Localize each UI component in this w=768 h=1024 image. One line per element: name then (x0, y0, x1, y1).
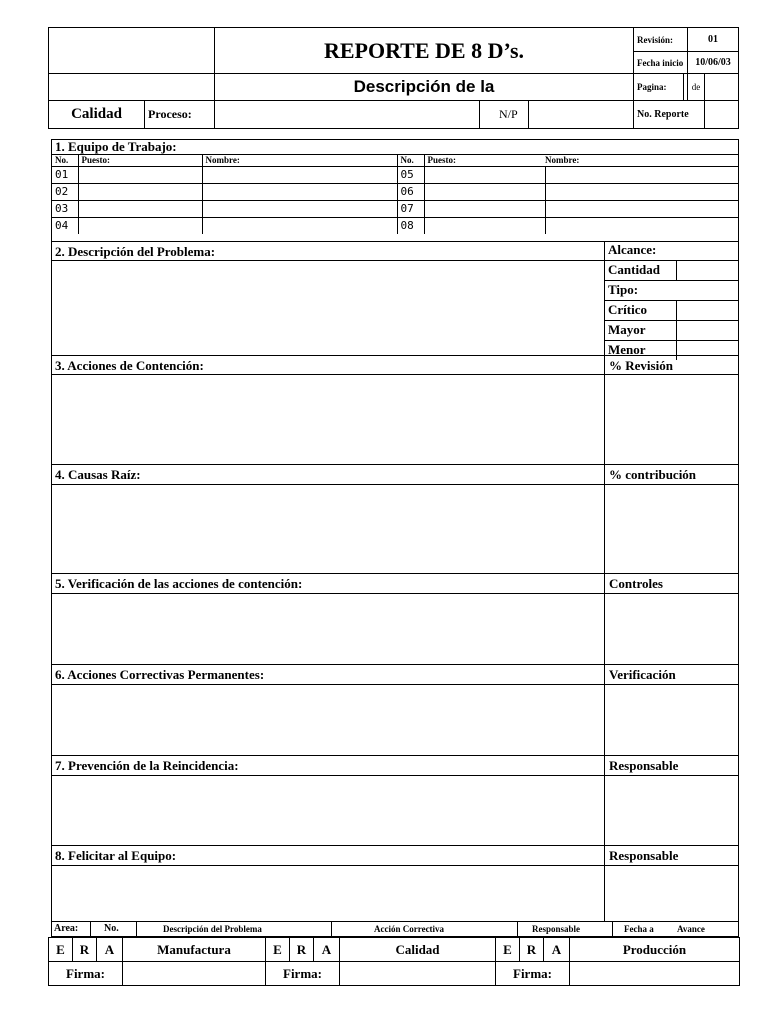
section-divider (52, 755, 738, 756)
manufactura-firma-field[interactable] (123, 962, 266, 986)
controles-label: Controles (609, 576, 663, 591)
team-row-number: 08 (397, 217, 424, 234)
revision-pct-area[interactable] (605, 375, 738, 464)
section-divider (52, 845, 738, 846)
tipo-label: Tipo: (605, 281, 738, 301)
summary-divider (612, 922, 613, 936)
team-row-number: 01 (52, 166, 78, 183)
calidad-firma-label: Firma: (266, 962, 340, 986)
sections-area (51, 241, 739, 922)
team-row (52, 200, 738, 217)
problem-description-area[interactable] (52, 261, 604, 353)
team-nombre-field[interactable] (202, 217, 397, 234)
pagina-divider (683, 74, 684, 100)
produccion-a[interactable]: A (544, 938, 570, 962)
section-6-title: 6. Acciones Correctivas Permanentes: (55, 667, 265, 682)
summary-divider (136, 922, 137, 936)
team-puesto-field[interactable] (424, 200, 545, 217)
manufactura-a[interactable]: A (97, 938, 123, 962)
revision-value[interactable]: 01 (688, 28, 739, 52)
no-reporte-label: No. Reporte (634, 101, 705, 129)
fecha-inicio-label: Fecha inicio (634, 52, 688, 74)
menor-label: Menor (608, 342, 646, 357)
cantidad-field[interactable] (676, 261, 738, 280)
contribucion-area[interactable] (605, 485, 738, 573)
team-col-puesto-left: Puesto: (78, 155, 202, 166)
logo-box (49, 28, 215, 74)
alcance-panel (605, 241, 738, 360)
summary-fecha-label: Fecha a (624, 924, 654, 934)
mayor-field[interactable] (676, 321, 738, 340)
mayor-row (605, 321, 738, 341)
team-row-number: 02 (52, 183, 78, 200)
logo-box-lower (49, 74, 215, 101)
section-divider (52, 664, 738, 665)
area-calidad-label: Calidad (49, 101, 145, 129)
pagina-total-field[interactable] (705, 74, 739, 101)
responsable-8-label: Responsable (609, 848, 679, 863)
team-nombre-field[interactable] (202, 183, 397, 200)
team-row (52, 217, 738, 234)
section-divider (52, 573, 738, 574)
team-col-no-left: No. (52, 155, 78, 166)
team-table (52, 155, 738, 234)
summary-header-row (51, 922, 739, 937)
revision-pct-label: % Revisión (609, 358, 673, 373)
team-row-number: 04 (52, 217, 78, 234)
section-2-title: 2. Descripción del Problema: (55, 244, 216, 259)
manufactura-r[interactable]: R (73, 938, 97, 962)
responsable-8-area[interactable] (605, 866, 738, 920)
produccion-r[interactable]: R (520, 938, 544, 962)
team-col-no-right: No. (397, 155, 424, 166)
summary-accion-label: Acción Correctiva (374, 924, 445, 934)
section-8-title: 8. Felicitar al Equipo: (55, 848, 177, 863)
calidad-firma-field[interactable] (340, 962, 496, 986)
section-5-title: 5. Verificación de las acciones de contención: (55, 576, 303, 591)
report-subtitle: Descripción de la (215, 74, 634, 101)
section-7-title: 7. Prevención de la Reincidencia: (55, 758, 239, 773)
critico-label: Crítico (608, 302, 647, 317)
section-4-title: 4. Causas Raíz: (55, 467, 141, 482)
np-divider (528, 101, 529, 128)
section-divider (52, 355, 738, 356)
critico-row (605, 301, 738, 321)
team-row-number: 07 (397, 200, 424, 217)
summary-divider (331, 922, 332, 936)
report-header (48, 27, 739, 129)
pagina-label (634, 74, 688, 101)
controles-area[interactable] (605, 594, 738, 664)
team-row-number: 05 (397, 166, 424, 183)
cantidad-row (605, 261, 738, 281)
pagina-label-text: Pagina: (637, 82, 667, 92)
section-2-rule (52, 260, 604, 261)
manufactura-e[interactable]: E (49, 938, 73, 962)
proceso-label: Proceso: (145, 101, 215, 129)
team-nombre-field[interactable] (545, 183, 738, 200)
summary-responsable-label: Responsable (532, 924, 581, 934)
manufactura-label: Manufactura (123, 938, 266, 962)
prevention-area[interactable] (52, 776, 604, 845)
contribucion-label: % contribución (609, 467, 697, 482)
summary-avance-label: Avance (677, 924, 705, 934)
team-puesto-field[interactable] (424, 217, 545, 234)
responsable-7-area[interactable] (605, 776, 738, 845)
team-nombre-field[interactable] (545, 200, 738, 217)
team-puesto-field[interactable] (78, 183, 202, 200)
menor-field[interactable] (676, 341, 738, 360)
calidad-e[interactable]: E (266, 938, 290, 962)
verificacion-area[interactable] (605, 685, 738, 755)
np-cell[interactable] (480, 101, 634, 129)
team-nombre-field[interactable] (202, 166, 397, 183)
alcance-label: Alcance: (605, 241, 738, 261)
no-reporte-field[interactable] (705, 101, 739, 129)
critico-field[interactable] (676, 301, 738, 320)
summary-divider (517, 922, 518, 936)
revision-label: Revisión: (634, 28, 688, 52)
team-col-puesto-right: Puesto: (424, 155, 545, 166)
verificacion-label: Verificación (609, 667, 676, 682)
produccion-e[interactable]: E (496, 938, 520, 962)
responsable-7-label: Responsable (609, 758, 679, 773)
corrective-actions-area[interactable] (52, 685, 604, 755)
report-title: REPORTE DE 8 D’s. (215, 28, 634, 74)
summary-no-label: No. (104, 923, 119, 934)
produccion-firma-label: Firma: (496, 962, 570, 986)
team-row (52, 183, 738, 200)
pagina-de-label: de (688, 74, 705, 101)
team-row (52, 166, 738, 183)
produccion-label: Producción (570, 938, 740, 962)
produccion-firma-field[interactable] (570, 962, 740, 986)
calidad-label: Calidad (340, 938, 496, 962)
team-puesto-field[interactable] (424, 183, 545, 200)
section-3-title: 3. Acciones de Contención: (55, 358, 204, 373)
manufactura-firma-label: Firma: (49, 962, 123, 986)
summary-divider (90, 922, 91, 936)
fecha-inicio-value[interactable]: 10/06/03 (688, 52, 739, 74)
calidad-a[interactable]: A (314, 938, 340, 962)
team-puesto-field[interactable] (78, 217, 202, 234)
np-label: N/P (499, 107, 518, 121)
calidad-r[interactable]: R (290, 938, 314, 962)
team-nombre-field[interactable] (545, 217, 738, 234)
mayor-label: Mayor (608, 322, 646, 337)
team-puesto-field[interactable] (424, 166, 545, 183)
team-col-nombre-right: Nombre: (545, 155, 738, 166)
team-title: 1. Equipo de Trabajo: (52, 140, 738, 155)
verification-area[interactable] (52, 594, 604, 664)
summary-descripcion-label: Descripción del Problema (163, 924, 262, 934)
team-nombre-field[interactable] (202, 200, 397, 217)
team-puesto-field[interactable] (78, 200, 202, 217)
team-puesto-field[interactable] (78, 166, 202, 183)
proceso-field[interactable] (215, 101, 480, 129)
team-row-number: 06 (397, 183, 424, 200)
congratulate-team-area[interactable] (52, 866, 604, 920)
summary-area-label: Area: (54, 923, 79, 934)
root-causes-area[interactable] (52, 485, 604, 573)
containment-actions-area[interactable] (52, 375, 604, 464)
section-team (51, 139, 739, 242)
section-divider (52, 464, 738, 465)
team-nombre-field[interactable] (545, 166, 738, 183)
team-col-nombre-left: Nombre: (202, 155, 397, 166)
team-row-number: 03 (52, 200, 78, 217)
cantidad-label: Cantidad (608, 262, 661, 277)
signature-table (48, 937, 740, 986)
